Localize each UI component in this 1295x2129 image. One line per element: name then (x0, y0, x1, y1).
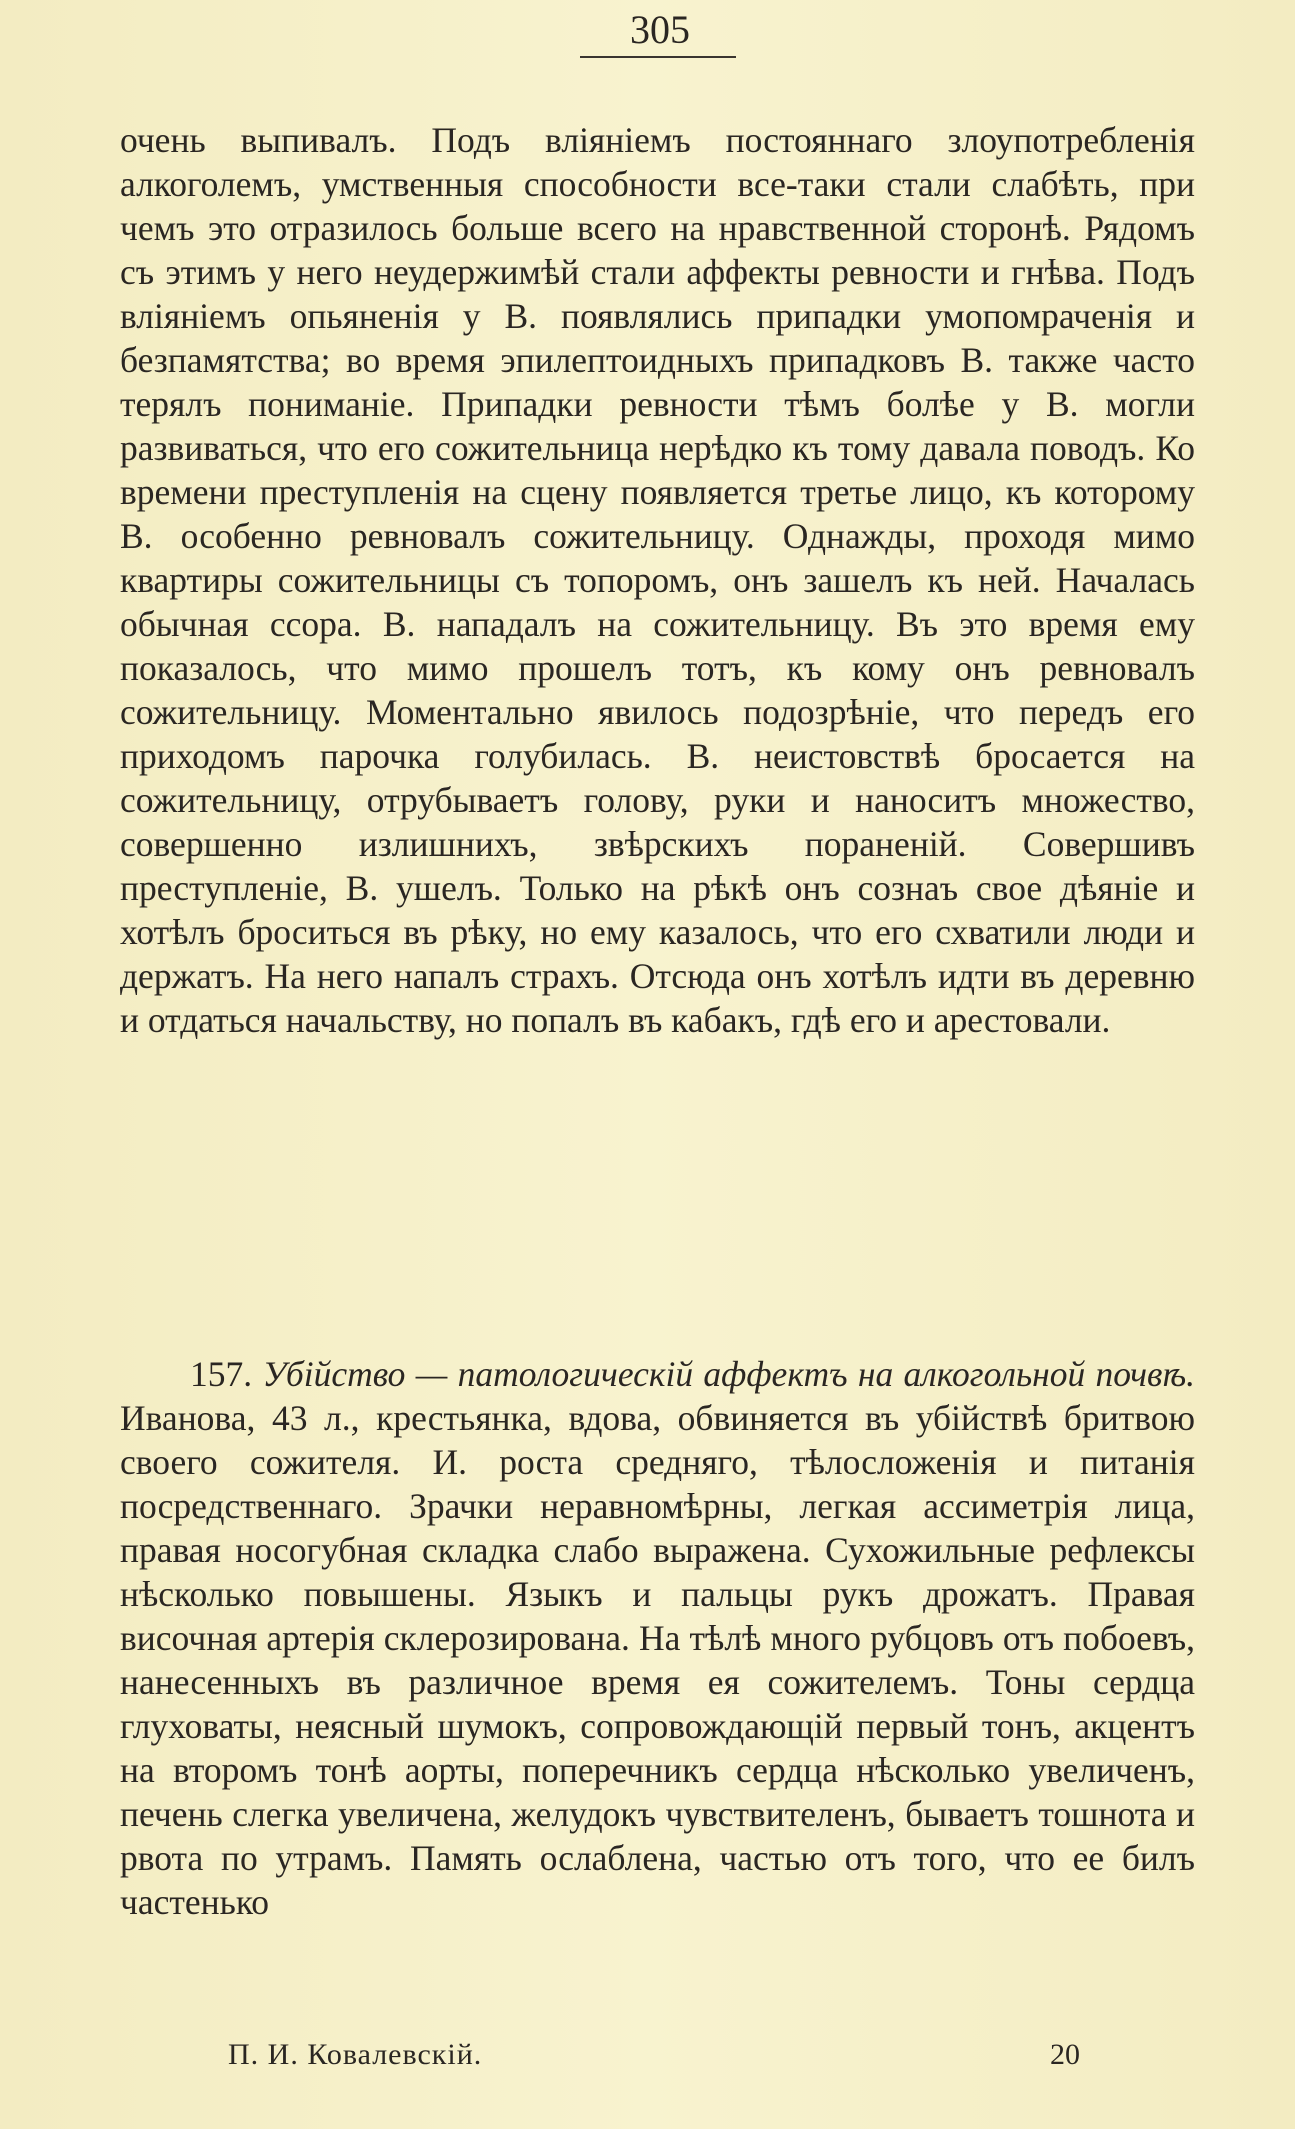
page-number-rule (580, 56, 736, 58)
signature-mark: 20 (1050, 2038, 1080, 2071)
case-title: Убійство — патологическій аффектъ на алкогольной почвѣ. (262, 1354, 1196, 1394)
page-number: 305 (630, 7, 690, 52)
footer-author: П. И. Ковалевскій. (228, 2038, 483, 2071)
case-number: 157. (190, 1354, 253, 1394)
case-body: Иванова, 43 л., крестьянка, вдова, обвиняется въ убійствѣ бритвою своего сожителя. И. роста средняго, тѣлосложенія и питанія посредственнаго. Зрачки неравномѣрны, легкая ассиметрія лица, правая носогубная складка слабо выражена. Сухожильные рефлексы нѣсколько повышены. Языкъ и пальцы рукъ дрожатъ. Правая височная артерія склерозирована. На тѣлѣ много рубцовъ отъ побоевъ, нанесенныхъ въ различное время ея сожителемъ. Тоны сердца глуховаты, неясный шумокъ, сопровождающій первый тонъ, акцентъ на второмъ тонѣ аорты, поперечникъ сердца нѣсколько увеличенъ, печень слегка увеличена, желудокъ чувствителенъ, бываетъ тошнота и рвота по утрамъ. Память ослаблена, частью отъ того, что ее билъ частенько (120, 1398, 1195, 1922)
paragraph-continued: очень выпивалъ. Подъ вліяніемъ постояннаго злоупотребленія алкоголемъ, умственныя способности все-таки стали слабѣть, при чемъ это отразилось больше всего на нравственной сторонѣ. Рядомъ съ этимъ у него неудержимѣй стали аффекты ревности и гнѣва. Подъ вліяніемъ опьяненія у В. появлялись припадки умопомраченія и безпамятства; во время эпилептоидныхъ припадковъ В. также часто терялъ пониманіе. Припадки ревности тѣмъ болѣе у В. могли развиваться, что его сожительница нерѣдко къ тому давала поводъ. Ко времени преступленія на сцену появляется третье лицо, къ которому В. особенно ревновалъ сожительницу. Однажды, проходя мимо квартиры сожительницы съ топоромъ, онъ зашелъ къ ней. Началась обычная ссора. В. нападалъ на сожительницу. Въ это время ему показалось, что мимо прошелъ тотъ, къ кому онъ ревновалъ сожительницу. Моментально явилось подозрѣніе, что передъ его приходомъ парочка голубилась. В. неистовствѣ бросается на сожительницу, отрубываетъ голову, руки и наноситъ множество, совершенно излишнихъ, звѣрскихъ пораненій. Совершивъ преступленіе, В. ушелъ. Только на рѣкѣ онъ сознаъ свое дѣяніе и хотѣлъ броситься въ рѣку, но ему казалось, что его схватили люди и держатъ. На него напалъ страхъ. Отсюда онъ хотѣлъ идти въ деревню и отдаться начальству, но попалъ въ кабакъ, гдѣ его и арестовали. (120, 120, 1195, 1040)
case-paragraph (120, 1352, 1195, 1924)
